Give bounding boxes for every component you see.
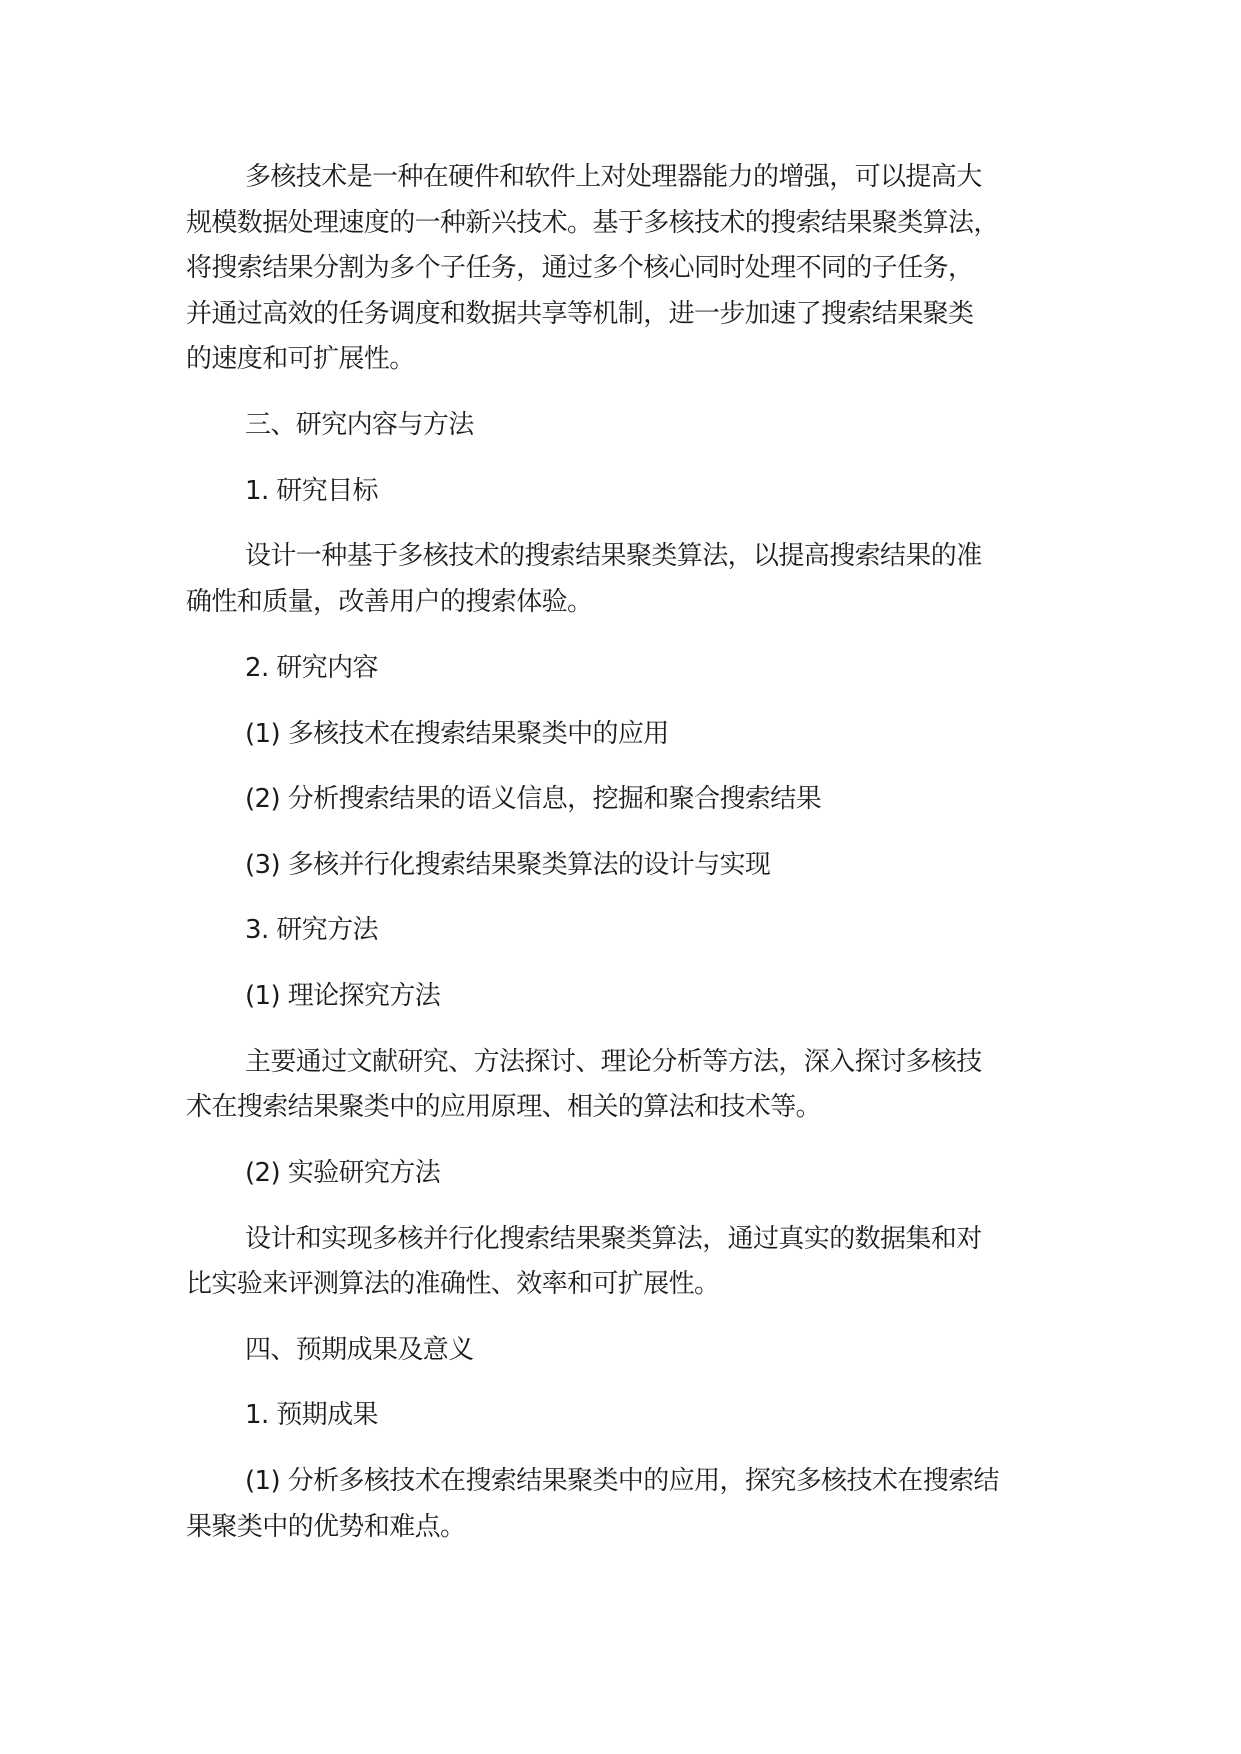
paragraph-line: 果聚类中的优势和难点。	[186, 1512, 466, 1542]
paragraph-line: (1) 分析多核技术在搜索结果聚类中的应用，探究多核技术在搜索结	[245, 1466, 999, 1496]
list-item: (2) 实验研究方法	[245, 1158, 441, 1188]
paragraph-line: 术在搜索结果聚类中的应用原理、相关的算法和技术等。	[186, 1092, 822, 1122]
paragraph-line: 并通过高效的任务调度和数据共享等机制，进一步加速了搜索结果聚类	[186, 299, 974, 329]
section-heading: 四、预期成果及意义	[245, 1335, 474, 1365]
paragraph-line: 主要通过文献研究、方法探讨、理论分析等方法，深入探讨多核技	[245, 1047, 982, 1077]
subsection-heading: 3. 研究方法	[245, 915, 378, 945]
paragraph-line: 设计一种基于多核技术的搜索结果聚类算法，以提高搜索结果的准	[245, 541, 982, 571]
paragraph-line: 设计和实现多核并行化搜索结果聚类算法，通过真实的数据集和对	[245, 1224, 982, 1254]
paragraph-line: 将搜索结果分割为多个子任务，通过多个核心同时处理不同的子任务，	[186, 253, 974, 283]
list-item: (3) 多核并行化搜索结果聚类算法的设计与实现	[245, 850, 771, 880]
list-item: (1) 理论探究方法	[245, 981, 441, 1011]
list-item: (2) 分析搜索结果的语义信息，挖掘和聚合搜索结果	[245, 784, 822, 814]
paragraph-line: 规模数据处理速度的一种新兴技术。基于多核技术的搜索结果聚类算法，	[186, 208, 999, 238]
list-item: (1) 多核技术在搜索结果聚类中的应用	[245, 719, 669, 749]
paragraph-line: 比实验来评测算法的准确性、效率和可扩展性。	[186, 1269, 720, 1299]
subsection-heading: 1. 研究目标	[245, 476, 378, 506]
section-heading: 三、研究内容与方法	[245, 410, 474, 440]
subsection-heading: 1. 预期成果	[245, 1400, 378, 1430]
paragraph-line: 确性和质量，改善用户的搜索体验。	[186, 587, 593, 617]
subsection-heading: 2. 研究内容	[245, 653, 378, 683]
paragraph-line: 的速度和可扩展性。	[186, 344, 415, 374]
paragraph-line: 多核技术是一种在硬件和软件上对处理器能力的增强，可以提高大	[245, 162, 982, 192]
